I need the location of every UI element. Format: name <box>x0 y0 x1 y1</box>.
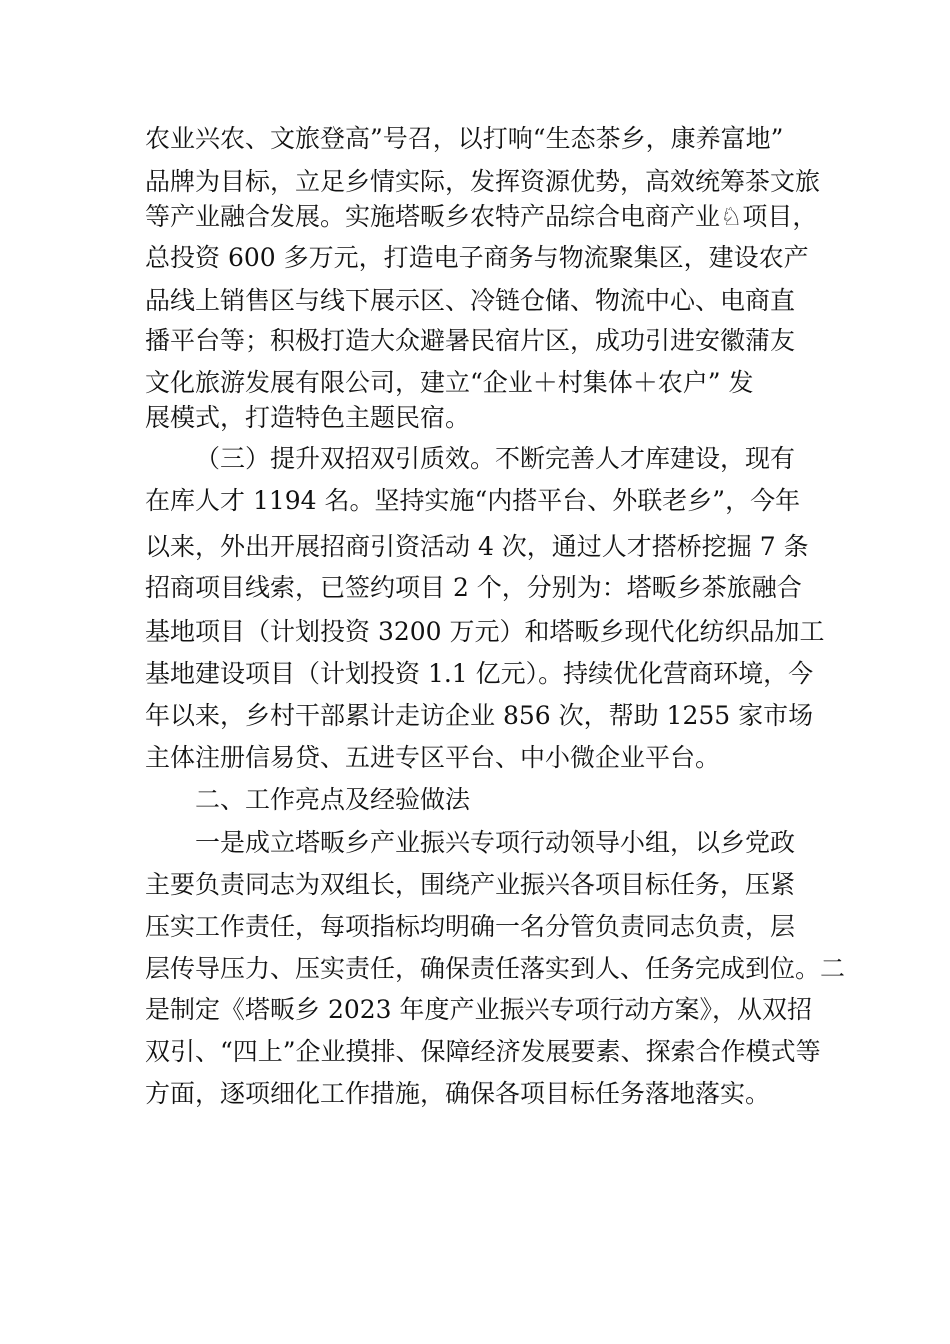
paragraph-line: 等产业融合发展。实施塔畈乡农特产品综合电商产业♘项目， <box>145 202 818 231</box>
paragraph-line: 农业兴农、文旅登高”号召，以打响“生态茶乡，康养富地” <box>145 124 784 153</box>
paragraph-line: 年以来，乡村干部累计走访企业 856 次，帮助 1255 家市场 <box>145 701 814 730</box>
paragraph-line: 展模式，打造特色主题民宿。 <box>145 403 471 432</box>
paragraph-line: 在库人才 1194 名。坚持实施“内搭平台、外联老乡”，今年 <box>145 486 801 515</box>
section-heading-line: （三）提升双招双引质效。不断完善人才库建设，现有 <box>195 444 796 473</box>
paragraph-line: 文化旅游发展有限公司，建立“企业＋村集体＋农户” 发 <box>145 368 754 397</box>
paragraph-line: 品牌为目标，立足乡情实际，发挥资源优势，高效统筹茶文旅 <box>145 167 821 196</box>
section-heading: 二、工作亮点及经验做法 <box>195 785 471 814</box>
paragraph-line: 基地项目（计划投资 3200 万元）和塔畈乡现代化纺织品加工 <box>145 617 825 646</box>
paragraph-line: 品线上销售区与线下展示区、冷链仓储、物流中心、电商直 <box>145 286 796 315</box>
paragraph-line: 是制定《塔畈乡 2023 年度产业振兴专项行动方案》，从双招 <box>145 995 813 1024</box>
paragraph-line: 总投资 600 多万元，打造电子商务与物流聚集区，建设农产 <box>145 243 809 272</box>
paragraph-line: 基地建设项目（计划投资 1.1 亿元）。持续优化营商环境，今 <box>145 659 814 688</box>
paragraph-line: 一是成立塔畈乡产业振兴专项行动领导小组，以乡党政 <box>195 828 796 857</box>
paragraph-line: 压实工作责任，每项指标均明确一名分管负责同志负责，层 <box>145 912 796 941</box>
paragraph-line: 招商项目线索，已签约项目 2 个，分别为：塔畈乡茶旅融合 <box>145 573 802 602</box>
paragraph-line: 以来，外出开展招商引资活动 4 次，通过人才搭桥挖掘 7 条 <box>145 532 809 561</box>
paragraph-line: 主要负责同志为双组长，围绕产业振兴各项目标任务，压紧 <box>145 870 796 899</box>
paragraph-line: 主体注册信易贷、五进专区平台、中小微企业平台。 <box>145 743 721 772</box>
paragraph-line: 播平台等；积极打造大众避暑民宿片区，成功引进安徽蒲友 <box>145 326 796 355</box>
paragraph-line: 双引、“四上”企业摸排、保障经济发展要素、探索合作模式等 <box>145 1037 821 1066</box>
paragraph-line: 层传导压力、压实责任，确保责任落实到人、任务完成到位。二 <box>145 954 846 983</box>
paragraph-line: 方面，逐项细化工作措施，确保各项目标任务落地落实。 <box>145 1079 771 1108</box>
